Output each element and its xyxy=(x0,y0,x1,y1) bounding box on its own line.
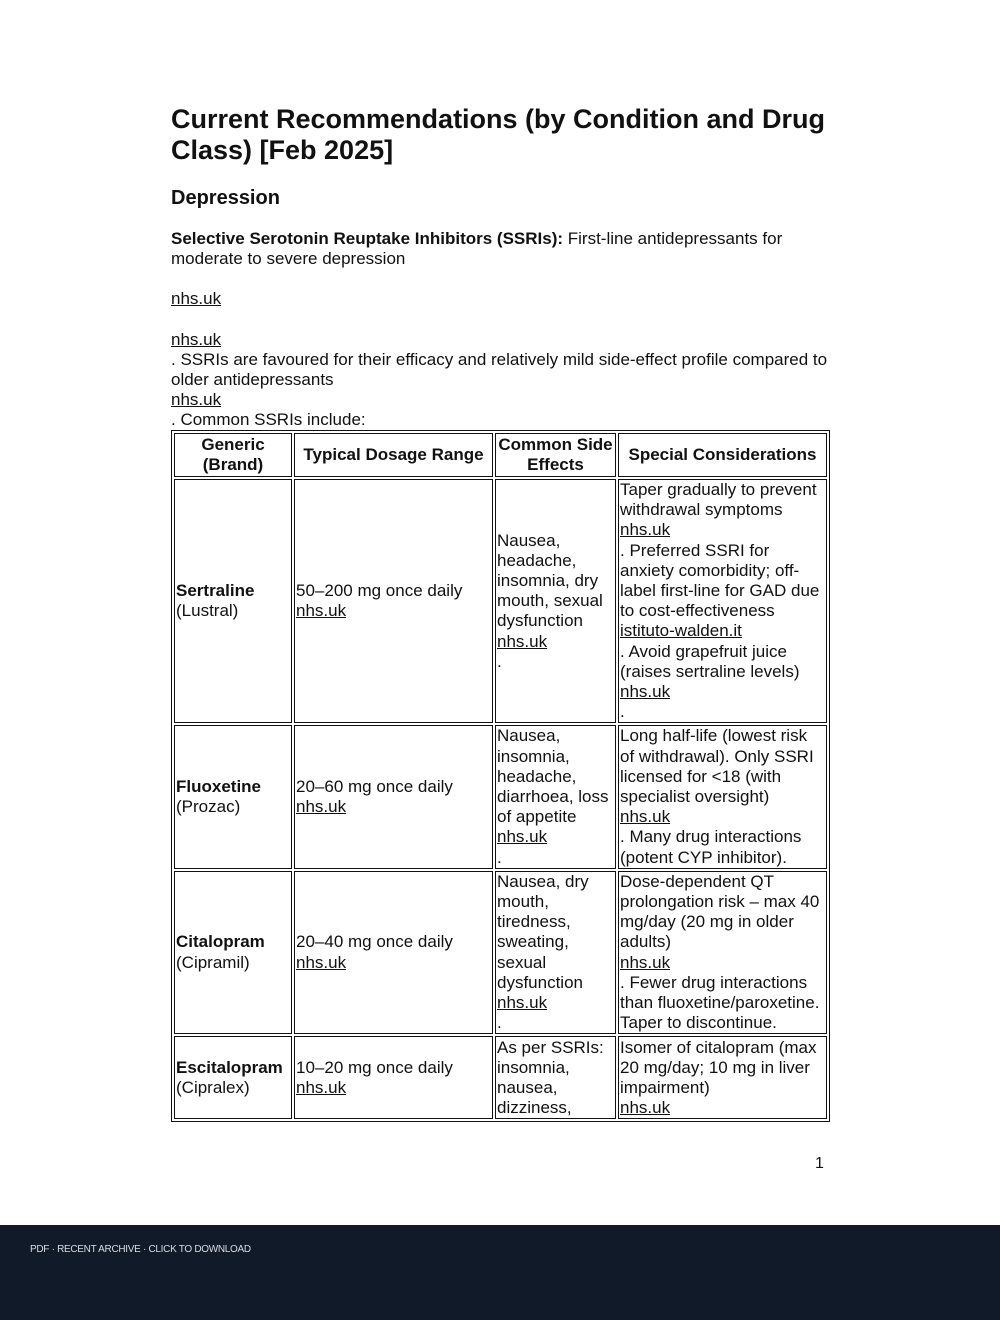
side-effects-text: Nausea, insomnia, headache, diarrhoea, loss of appetite xyxy=(497,726,609,827)
considerations-text: . Many drug interactions (potent CYP inhibitor). xyxy=(620,827,802,867)
column-header: Typical Dosage Range xyxy=(294,433,493,477)
side-effects-cell xyxy=(495,725,616,868)
intro-bold: Selective Serotonin Reuptake Inhibitors (SSRIs): xyxy=(171,229,564,248)
side-effects-text: Nausea, headache, insomnia, dry mouth, sexual dysfunction xyxy=(497,530,603,631)
considerations-text: . Preferred SSRI for anxiety comorbidity; off-label first-line for GAD due to cost-effectiveness xyxy=(620,540,820,621)
brand-name: (Cipramil) xyxy=(176,952,250,972)
considerations-text: Isomer of citalopram (max 20 mg/day; 10 mg in liver impairment) xyxy=(620,1037,817,1097)
table-header-row xyxy=(174,433,827,477)
cell-end-punct: . xyxy=(497,651,502,671)
source-link[interactable]: nhs.uk xyxy=(620,1098,671,1118)
page-number: 1 xyxy=(815,1155,824,1172)
body-text: . SSRIs are favoured for their efficacy and relatively mild side-effect profile compared to older antidepressants xyxy=(171,350,828,389)
side-effects-cell xyxy=(495,1036,616,1119)
generic-name: Escitalopram xyxy=(176,1057,283,1077)
generic-name: Citalopram xyxy=(176,932,265,952)
dose-cell xyxy=(294,725,493,868)
drug-name-cell xyxy=(174,725,292,868)
source-link[interactable]: nhs.uk xyxy=(497,993,548,1013)
considerations-cell xyxy=(618,871,827,1035)
source-link[interactable]: nhs.uk xyxy=(620,520,671,540)
drug-name-cell xyxy=(174,479,292,723)
source-link[interactable]: nhs.uk xyxy=(171,390,222,409)
document-title: Current Recommendations (by Condition and Drug Class) [Feb 2025] xyxy=(171,104,826,165)
source-link[interactable]: nhs.uk xyxy=(171,330,222,349)
intro-paragraph xyxy=(171,229,831,269)
column-header: Generic (Brand) xyxy=(174,433,292,477)
download-footer-bar[interactable] xyxy=(0,1225,1000,1320)
intro-text: First-line antidepressants for moderate to severe depression xyxy=(171,229,783,268)
considerations-text: . Avoid grapefruit juice (raises sertraline levels) xyxy=(620,641,800,681)
cell-end-punct: . xyxy=(497,847,502,867)
table-row xyxy=(174,871,827,1035)
generic-name: Fluoxetine xyxy=(176,776,262,796)
source-link[interactable]: nhs.uk xyxy=(296,952,347,972)
generic-name: Sertraline xyxy=(176,581,255,601)
drug-name-cell xyxy=(174,871,292,1035)
dose-text: 10–20 mg once daily xyxy=(296,1057,453,1077)
body-text: . Common SSRIs include: xyxy=(171,410,366,429)
side-effects-text: As per SSRIs: insomnia, nausea, dizziness, xyxy=(497,1037,604,1118)
dose-cell xyxy=(294,479,493,723)
source-link[interactable]: nhs.uk xyxy=(296,797,347,817)
brand-name: (Prozac) xyxy=(176,797,241,817)
considerations-text: . Fewer drug interactions than fluoxetine/paroxetine. Taper to discontinue. xyxy=(620,972,820,1033)
considerations-text: Long half-life (lowest risk of withdrawal). Only SSRI licensed for <18 (with specialist oversight) xyxy=(620,726,814,807)
side-effects-cell xyxy=(495,871,616,1035)
source-link[interactable]: istituto-walden.it xyxy=(620,621,742,641)
dose-cell xyxy=(294,1036,493,1119)
side-effects-text: Nausea, dry mouth, tiredness, sweating, sexual dysfunction xyxy=(497,871,589,992)
source-link[interactable]: nhs.uk xyxy=(497,631,548,651)
table-row xyxy=(174,479,827,723)
table-row xyxy=(174,725,827,868)
side-effects-cell xyxy=(495,479,616,723)
brand-name: (Cipralex) xyxy=(176,1077,250,1097)
source-link[interactable]: nhs.uk xyxy=(620,682,671,702)
source-link[interactable]: nhs.uk xyxy=(620,952,671,972)
considerations-cell xyxy=(618,479,827,723)
considerations-text: Taper gradually to prevent withdrawal symptoms xyxy=(620,480,817,520)
dose-text: 50–200 mg once daily xyxy=(296,581,463,601)
dose-cell xyxy=(294,871,493,1035)
cell-end-punct: . xyxy=(620,702,625,722)
page-content xyxy=(171,104,831,1118)
considerations-text: Dose-dependent QT prolongation risk – max 40 mg/day (20 mg in older adults) xyxy=(620,871,820,952)
column-header: Common Side Effects xyxy=(495,433,616,477)
ssri-table xyxy=(171,430,830,1122)
brand-name: (Lustral) xyxy=(176,601,239,621)
considerations-cell xyxy=(618,725,827,868)
section-heading: Depression xyxy=(171,187,280,209)
considerations-cell xyxy=(618,1036,827,1119)
source-link[interactable]: nhs.uk xyxy=(296,601,347,621)
source-link[interactable]: nhs.uk xyxy=(296,1077,347,1097)
dose-text: 20–40 mg once daily xyxy=(296,932,453,952)
column-header: Special Considerations xyxy=(618,433,827,477)
source-link[interactable]: nhs.uk xyxy=(497,827,548,847)
source-link[interactable]: nhs.uk xyxy=(171,289,222,308)
dose-text: 20–60 mg once daily xyxy=(296,776,453,796)
download-label[interactable]: PDF · RECENT ARCHIVE · CLICK TO DOWNLOAD xyxy=(30,1244,251,1255)
source-link[interactable]: nhs.uk xyxy=(620,807,671,827)
drug-name-cell xyxy=(174,1036,292,1119)
table-row xyxy=(174,1036,827,1119)
cell-end-punct: . xyxy=(497,1013,502,1033)
